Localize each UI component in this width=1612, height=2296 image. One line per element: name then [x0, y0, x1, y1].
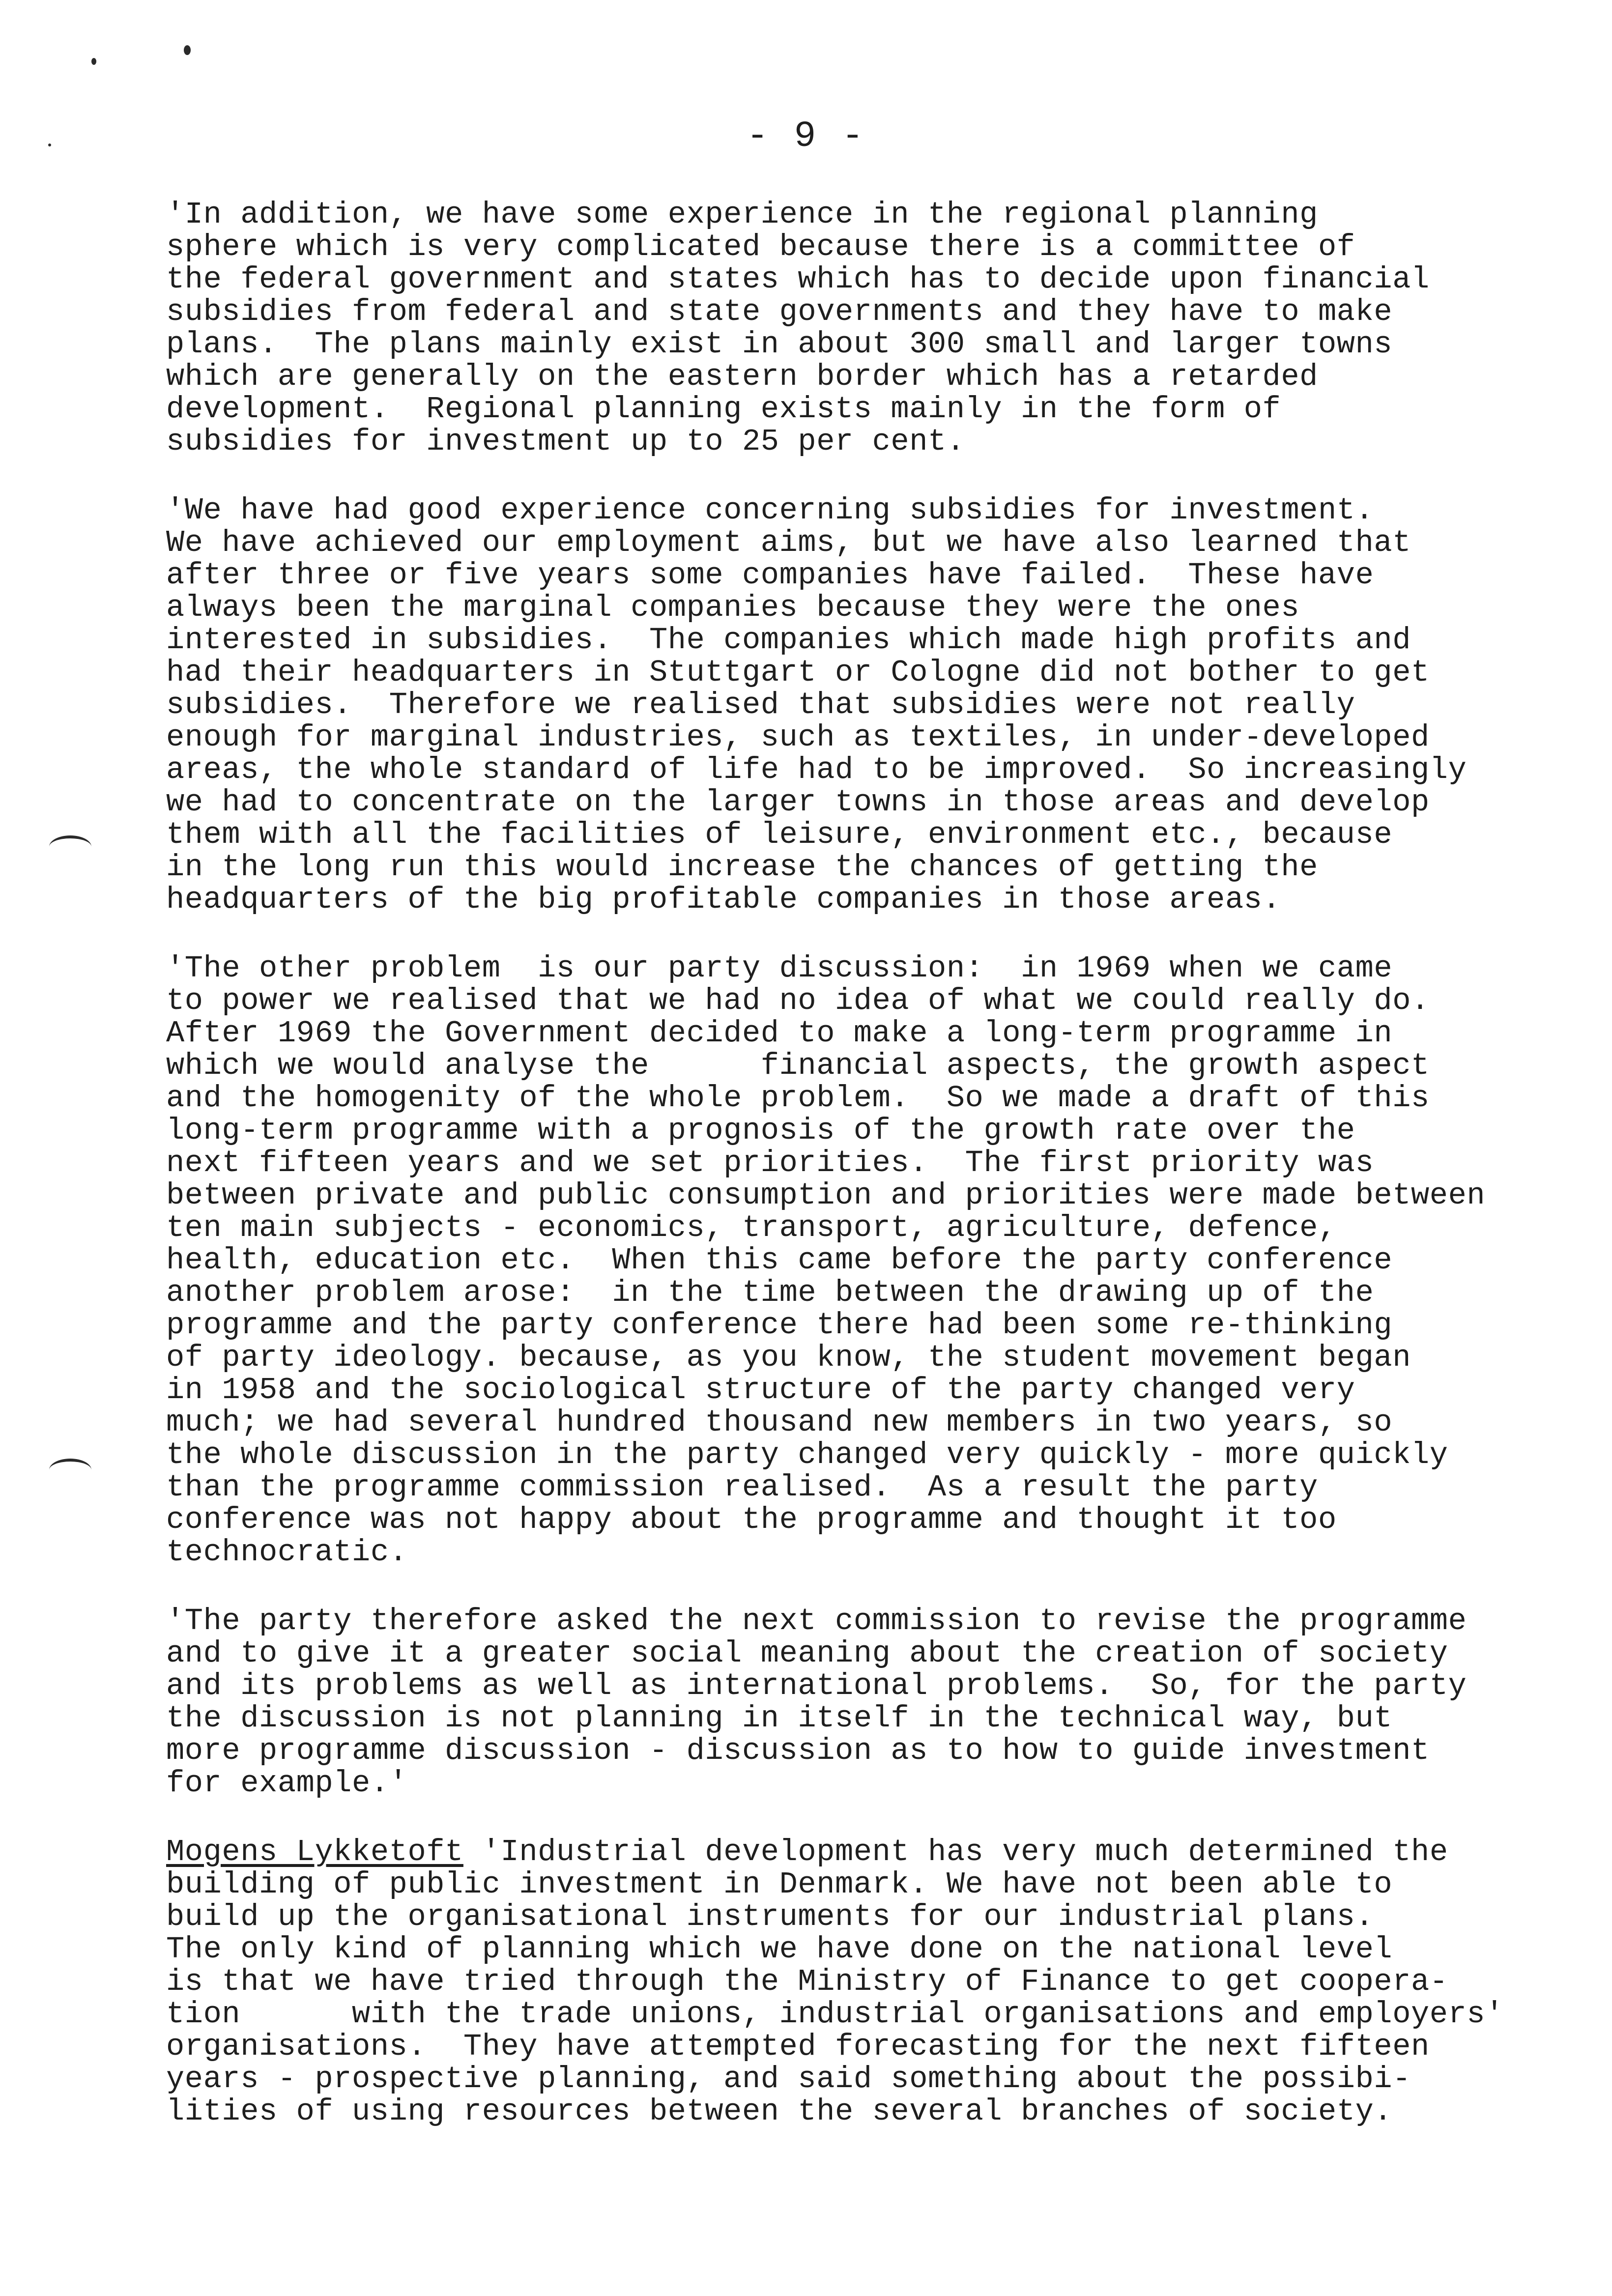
text-line: headquarters of the big profitable companies in those areas. [166, 882, 1281, 917]
text-line: always been the marginal companies because they were the ones [166, 590, 1300, 625]
text-line: for example.' [166, 1766, 408, 1801]
text-line: and the homogenity of the whole problem. So we made a draft of this [166, 1081, 1430, 1116]
text-line: 'In addition, we have some experience in the regional planning [166, 197, 1318, 232]
text-line: them with all the facilities of leisure, environment etc., because [166, 817, 1393, 852]
text-line: had their headquarters in Stuttgart or Cologne did not bother to get [166, 655, 1430, 690]
text-line: which we would analyse the financial aspects, the growth aspect [166, 1048, 1430, 1083]
text-line: we had to concentrate on the larger towns in those areas and develop [166, 785, 1430, 820]
text-line: the federal government and states which has to decide upon financial [166, 262, 1430, 297]
text-line: is that we have tried through the Ministry of Finance to get coopera- [166, 1964, 1448, 1999]
text-line: to power we realised that we had no idea of what we could really do. [166, 983, 1430, 1018]
paragraph-revised-programme [166, 1605, 1542, 1800]
text-line: 'The other problem is our party discussion: in 1969 when we came [166, 951, 1393, 986]
speaker-line-text: 'Industrial development has very much determined the [463, 1835, 1448, 1869]
text-line: which are generally on the eastern border which has a retarded [166, 359, 1318, 394]
text-line: the discussion is not planning in itself in the technical way, but [166, 1701, 1393, 1736]
text-line: areas, the whole standard of life had to be improved. So increasingly [166, 752, 1467, 787]
text-line: conference was not happy about the programme and thought it too [166, 1502, 1337, 1537]
text-line: after three or five years some companies have failed. These have [166, 558, 1374, 593]
speaker-name: Mogens Lykketoft [166, 1835, 463, 1869]
text-line: next fifteen years and we set priorities. The first priority was [166, 1146, 1374, 1180]
text-line: programme and the party conference there had been some re-thinking [166, 1308, 1393, 1343]
text-line: in 1958 and the sociological structure of the party changed very [166, 1373, 1355, 1407]
text-line: tion with the trade unions, industrial organisations and employers' [166, 1997, 1504, 2032]
text-line: long-term programme with a prognosis of the growth rate over the [166, 1113, 1355, 1148]
text-line: organisations. They have attempted forecasting for the next fifteen [166, 2029, 1430, 2064]
text-line: the whole discussion in the party changed very quickly - more quickly [166, 1437, 1448, 1472]
text-line: years - prospective planning, and said something about the possibi- [166, 2062, 1411, 2096]
text-line: another problem arose: in the time between the drawing up of the [166, 1275, 1374, 1310]
paragraph-regional-planning [166, 199, 1542, 458]
text-line: and its problems as well as international problems. So, for the party [166, 1668, 1467, 1703]
text-line: and to give it a greater social meaning about the creation of society [166, 1636, 1448, 1671]
paragraph-subsidies [166, 494, 1542, 916]
text-line: sphere which is very complicated because there is a committee of [166, 230, 1355, 264]
text-line-with-speaker [166, 1836, 1542, 1868]
text-line: lities of using resources between the several branches of society. [166, 2094, 1393, 2129]
text-line: interested in subsidies. The companies which made high profits and [166, 623, 1411, 658]
margin-arc-mark [49, 1459, 91, 1481]
text-line: subsidies from federal and state governments and they have to make [166, 294, 1393, 329]
punch-dot-mark [91, 58, 96, 65]
text-line: technocratic. [166, 1535, 408, 1570]
text-line: plans. The plans mainly exist in about 300 small and larger towns [166, 327, 1393, 362]
text-line: of party ideology. because, as you know, the student movement began [166, 1340, 1411, 1375]
text-line: subsidies. Therefore we realised that subsidies were not really [166, 688, 1355, 722]
text-line: The only kind of planning which we have done on the national level [166, 1932, 1393, 1967]
paragraph-party-discussion [166, 952, 1542, 1569]
text-line: enough for marginal industries, such as textiles, in under-developed [166, 720, 1430, 755]
text-line: 'The party therefore asked the next commission to revise the programme [166, 1604, 1467, 1638]
text-line: much; we had several hundred thousand new members in two years, so [166, 1405, 1393, 1440]
text-line: We have achieved our employment aims, but we have also learned that [166, 525, 1411, 560]
page-number: - 9 - [746, 116, 866, 157]
paragraph-lykketoft [166, 1836, 1542, 2128]
text-line: subsidies for investment up to 25 per cent. [166, 424, 965, 459]
text-line: in the long run this would increase the chances of getting the [166, 850, 1318, 885]
text-line: build up the organisational instruments for our industrial plans. [166, 1899, 1374, 1934]
text-line: After 1969 the Government decided to make a long-term programme in [166, 1016, 1393, 1051]
text-line: between private and public consumption and priorities were made between [166, 1178, 1486, 1213]
text-line: ten main subjects - economics, transport, agriculture, defence, [166, 1210, 1337, 1245]
text-line: than the programme commission realised. As a result the party [166, 1470, 1318, 1505]
document-body [166, 199, 1542, 2164]
text-line: more programme discussion - discussion as to how to guide investment [166, 1733, 1430, 1768]
punch-dot-mark [184, 45, 191, 55]
text-line: 'We have had good experience concerning subsidies for investment. [166, 493, 1374, 528]
text-line: development. Regional planning exists mainly in the form of [166, 392, 1281, 427]
text-line: building of public investment in Denmark. We have not been able to [166, 1867, 1393, 1902]
margin-arc-mark [49, 835, 91, 858]
text-line: health, education etc. When this came before the party conference [166, 1243, 1393, 1278]
